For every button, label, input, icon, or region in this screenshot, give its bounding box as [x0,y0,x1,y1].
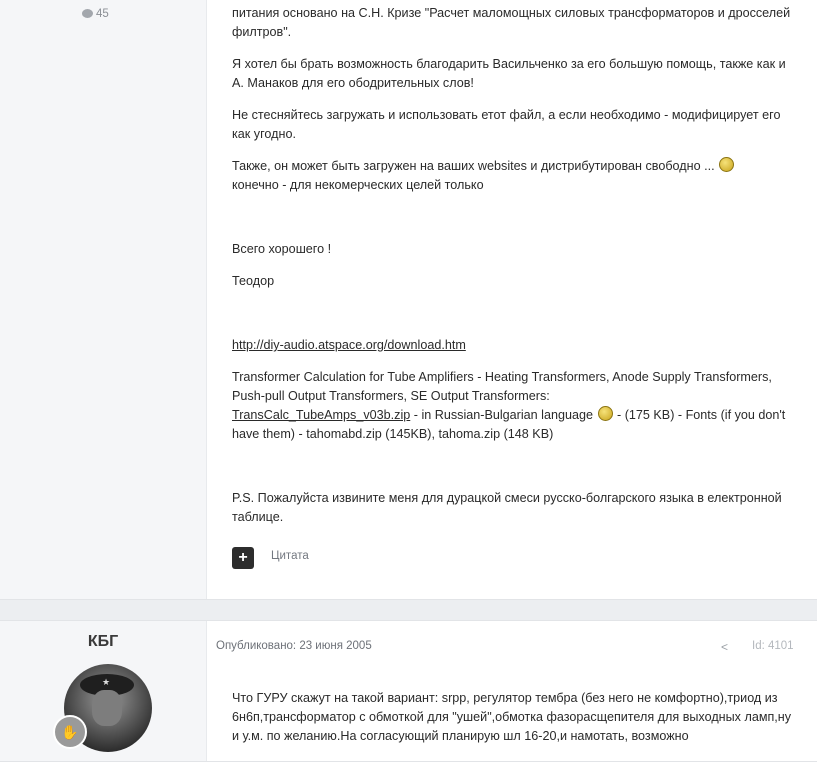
signature: Теодор [232,274,275,288]
greeting: Всего хорошего ! [232,242,332,256]
rank-badge-icon: ✋ [53,715,87,749]
description-text: Transformer Calculation for Tube Amplifiers - Heating Transformers, Anode Supply Transformers, Push-pull Output Transformers, SE Output Transformers: [232,370,772,403]
post-published-date: Опубликовано: 23 июня 2005 [216,640,372,652]
comments-count-value: 45 [96,8,109,20]
paragraph: питания основано на С.Н. Кризе "Расчет маломощных силовых трансформаторов и дросселей филтров". [232,6,791,39]
quote-add-button[interactable]: + [232,547,254,569]
post-2-content [232,689,793,746]
post-1-content [232,4,793,527]
post-2 [0,620,817,762]
paragraph-text: конечно - для некомерческих целей только [232,178,484,192]
post-id[interactable]: Id: 4101 [752,640,794,652]
author-name[interactable]: КБГ [87,633,119,650]
download-link[interactable]: http://diy-audio.atspace.org/download.htm [232,338,466,352]
avatar-face [92,690,122,726]
quote-button-label[interactable]: Цитата [271,550,309,562]
author-column [0,621,207,761]
paragraph: Я хотел бы брать возможность благодарить Васильченко за его большую помощь, также как и А. Манаков для его ободрительных слов! [232,57,786,90]
file-description [232,368,793,444]
star-icon: ★ [102,677,111,687]
paragraph: Что ГУРУ скажут на такой вариант: srpp, регулятор тембра (без него не комфортно),триод из 6н6п,трансформатор с обмоткой для "ушей",обмотка фазорасщепителя для выходных ламп,ну и у.м. по желанию.На согласующий планирую шл 16-20,и намотать, возможно [232,691,792,743]
paragraph-text: Также, он может быть загружен на ваших websites и дистрибутирован свободно ... [232,159,715,173]
file-details: - (175 KB) - Fonts (if you don't have them) - tahomabd.zip (145KB), tahoma.zip (148 KB) [232,408,786,441]
share-icon[interactable]: < [721,640,729,654]
comments-count[interactable] [82,8,109,20]
comment-bubble-icon [82,9,93,18]
smiley-icon [719,157,734,172]
paragraph: Не стесняйтесь загружать и использовать етот файл, а если необходимо - модифицирует его как угодно. [232,108,781,141]
author-column [0,0,207,599]
smiley-icon [598,406,613,421]
file-link[interactable]: TransCalc_TubeAmps_v03b.zip [232,408,411,422]
paragraph [232,157,793,195]
download-link-paragraph [232,336,793,355]
ps-text: P.S. Пожалуйста извините меня для дурацкой смеси русско-болгарского языка в електронной таблице. [232,491,782,524]
file-language: - in Russian-Bulgarian language [410,408,597,422]
